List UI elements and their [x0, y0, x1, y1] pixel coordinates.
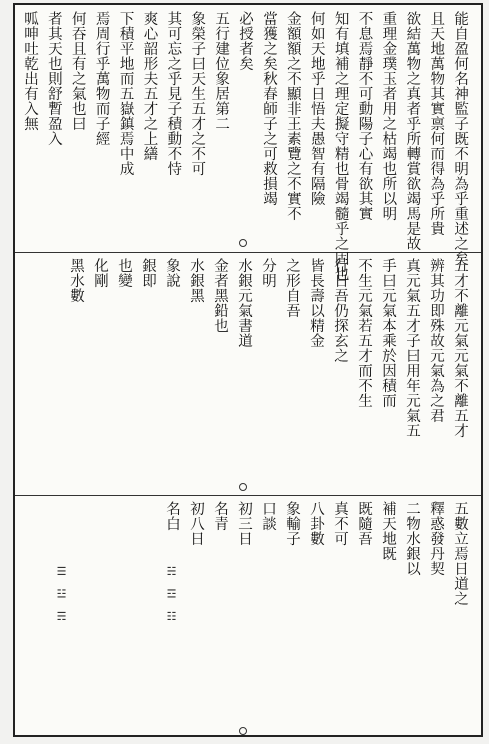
scripture-page	[13, 3, 483, 737]
text-column: 二物水銀以	[404, 501, 420, 576]
text-column: 欲結萬物之真者乎所轉賞欲竭馬是故	[404, 11, 421, 251]
text-column: 呱呻吐乾出有入無	[22, 11, 38, 131]
text-column: 不生元氣若五才而不生	[356, 258, 372, 408]
talisman-glyph: ☵ ☲ ☷	[165, 565, 178, 626]
section-divider	[15, 252, 481, 253]
text-column: 重理金璞玉者用之枯竭也所以明	[380, 11, 397, 221]
text-column: 下積平地而五嶽鎮焉中成	[117, 11, 134, 176]
text-column: 真元氣五才子曰用年元氣五	[404, 258, 420, 438]
text-column: 其可忘之乎見子積動不恃	[165, 11, 182, 176]
text-column: 口談	[260, 501, 276, 531]
page-mark	[239, 483, 247, 491]
text-column: 不息焉靜不可動陽子心有欲其實	[356, 11, 373, 221]
text-column: 八卦數	[308, 501, 324, 546]
text-column: 何如天地乎日悟夫愚智有隔險	[308, 11, 325, 206]
text-column: 必授者矣	[237, 11, 254, 71]
text-column: 名青	[212, 501, 228, 531]
text-column: 爽心韶形夫五才之上繕	[141, 11, 158, 161]
text-column: 既隨吾	[356, 501, 372, 546]
text-column: 補天地既	[380, 501, 396, 561]
text-column: 釋惑發丹契	[428, 501, 444, 576]
text-column: 分明	[260, 258, 276, 288]
text-panel-3	[21, 501, 475, 733]
text-column: 五行建位象居第二	[213, 11, 230, 131]
text-column: 水銀黑	[188, 258, 204, 303]
text-column: 初八日	[188, 501, 204, 546]
text-column: 象說	[164, 258, 180, 288]
text-column: 皆長壽以精金	[308, 258, 324, 348]
text-column: 象榮子曰天生五才之不可	[189, 11, 206, 176]
text-column: 初三日	[236, 501, 252, 546]
text-column: 能自盈何名神監子既不明為乎重述之矣	[452, 11, 469, 266]
text-column: 之形自吾	[284, 258, 300, 318]
text-column: 何吞且有之氣也曰	[69, 11, 86, 131]
page-mark	[239, 727, 247, 735]
text-column: 且天地萬物其實禀何而得為乎所貴	[428, 11, 445, 236]
text-column: 五才不離元氣元氣不離五才	[452, 258, 468, 438]
text-column: 象輸子	[284, 501, 300, 546]
text-column: 金者黑鉛也	[212, 258, 228, 333]
text-column: 當獲之矣秋春師子之可救損竭	[260, 11, 277, 206]
text-column: 水銀元氣書道	[236, 258, 252, 348]
text-column: 名白	[164, 501, 180, 531]
text-column: 焉周行乎萬物而子經	[93, 11, 110, 146]
text-column: 手曰元氣本乘於因積而	[380, 258, 396, 408]
text-column: 知有填補之理定擬守精也骨竭髓乎之固也	[332, 11, 349, 281]
text-column: 行日吾仍探玄之	[332, 258, 348, 363]
text-panel-2	[21, 258, 475, 490]
text-column: 化剛	[92, 258, 108, 288]
page-mark	[239, 239, 247, 247]
text-column: 五數立焉日道之	[452, 501, 468, 606]
text-column: 銀即	[140, 258, 156, 288]
text-column: 者其天也則舒暫盈入	[45, 11, 62, 146]
text-column: 金額額之不顯非王素覽之不實不	[284, 11, 301, 221]
text-column: 也變	[116, 258, 132, 288]
section-divider	[15, 495, 481, 496]
text-column: 黑水數	[68, 258, 84, 303]
text-column: 辨其功即殊故元氣為之君	[428, 258, 444, 423]
text-column: 真不可	[332, 501, 348, 546]
talisman-glyph: ☰ ☳ ☴	[55, 565, 68, 626]
